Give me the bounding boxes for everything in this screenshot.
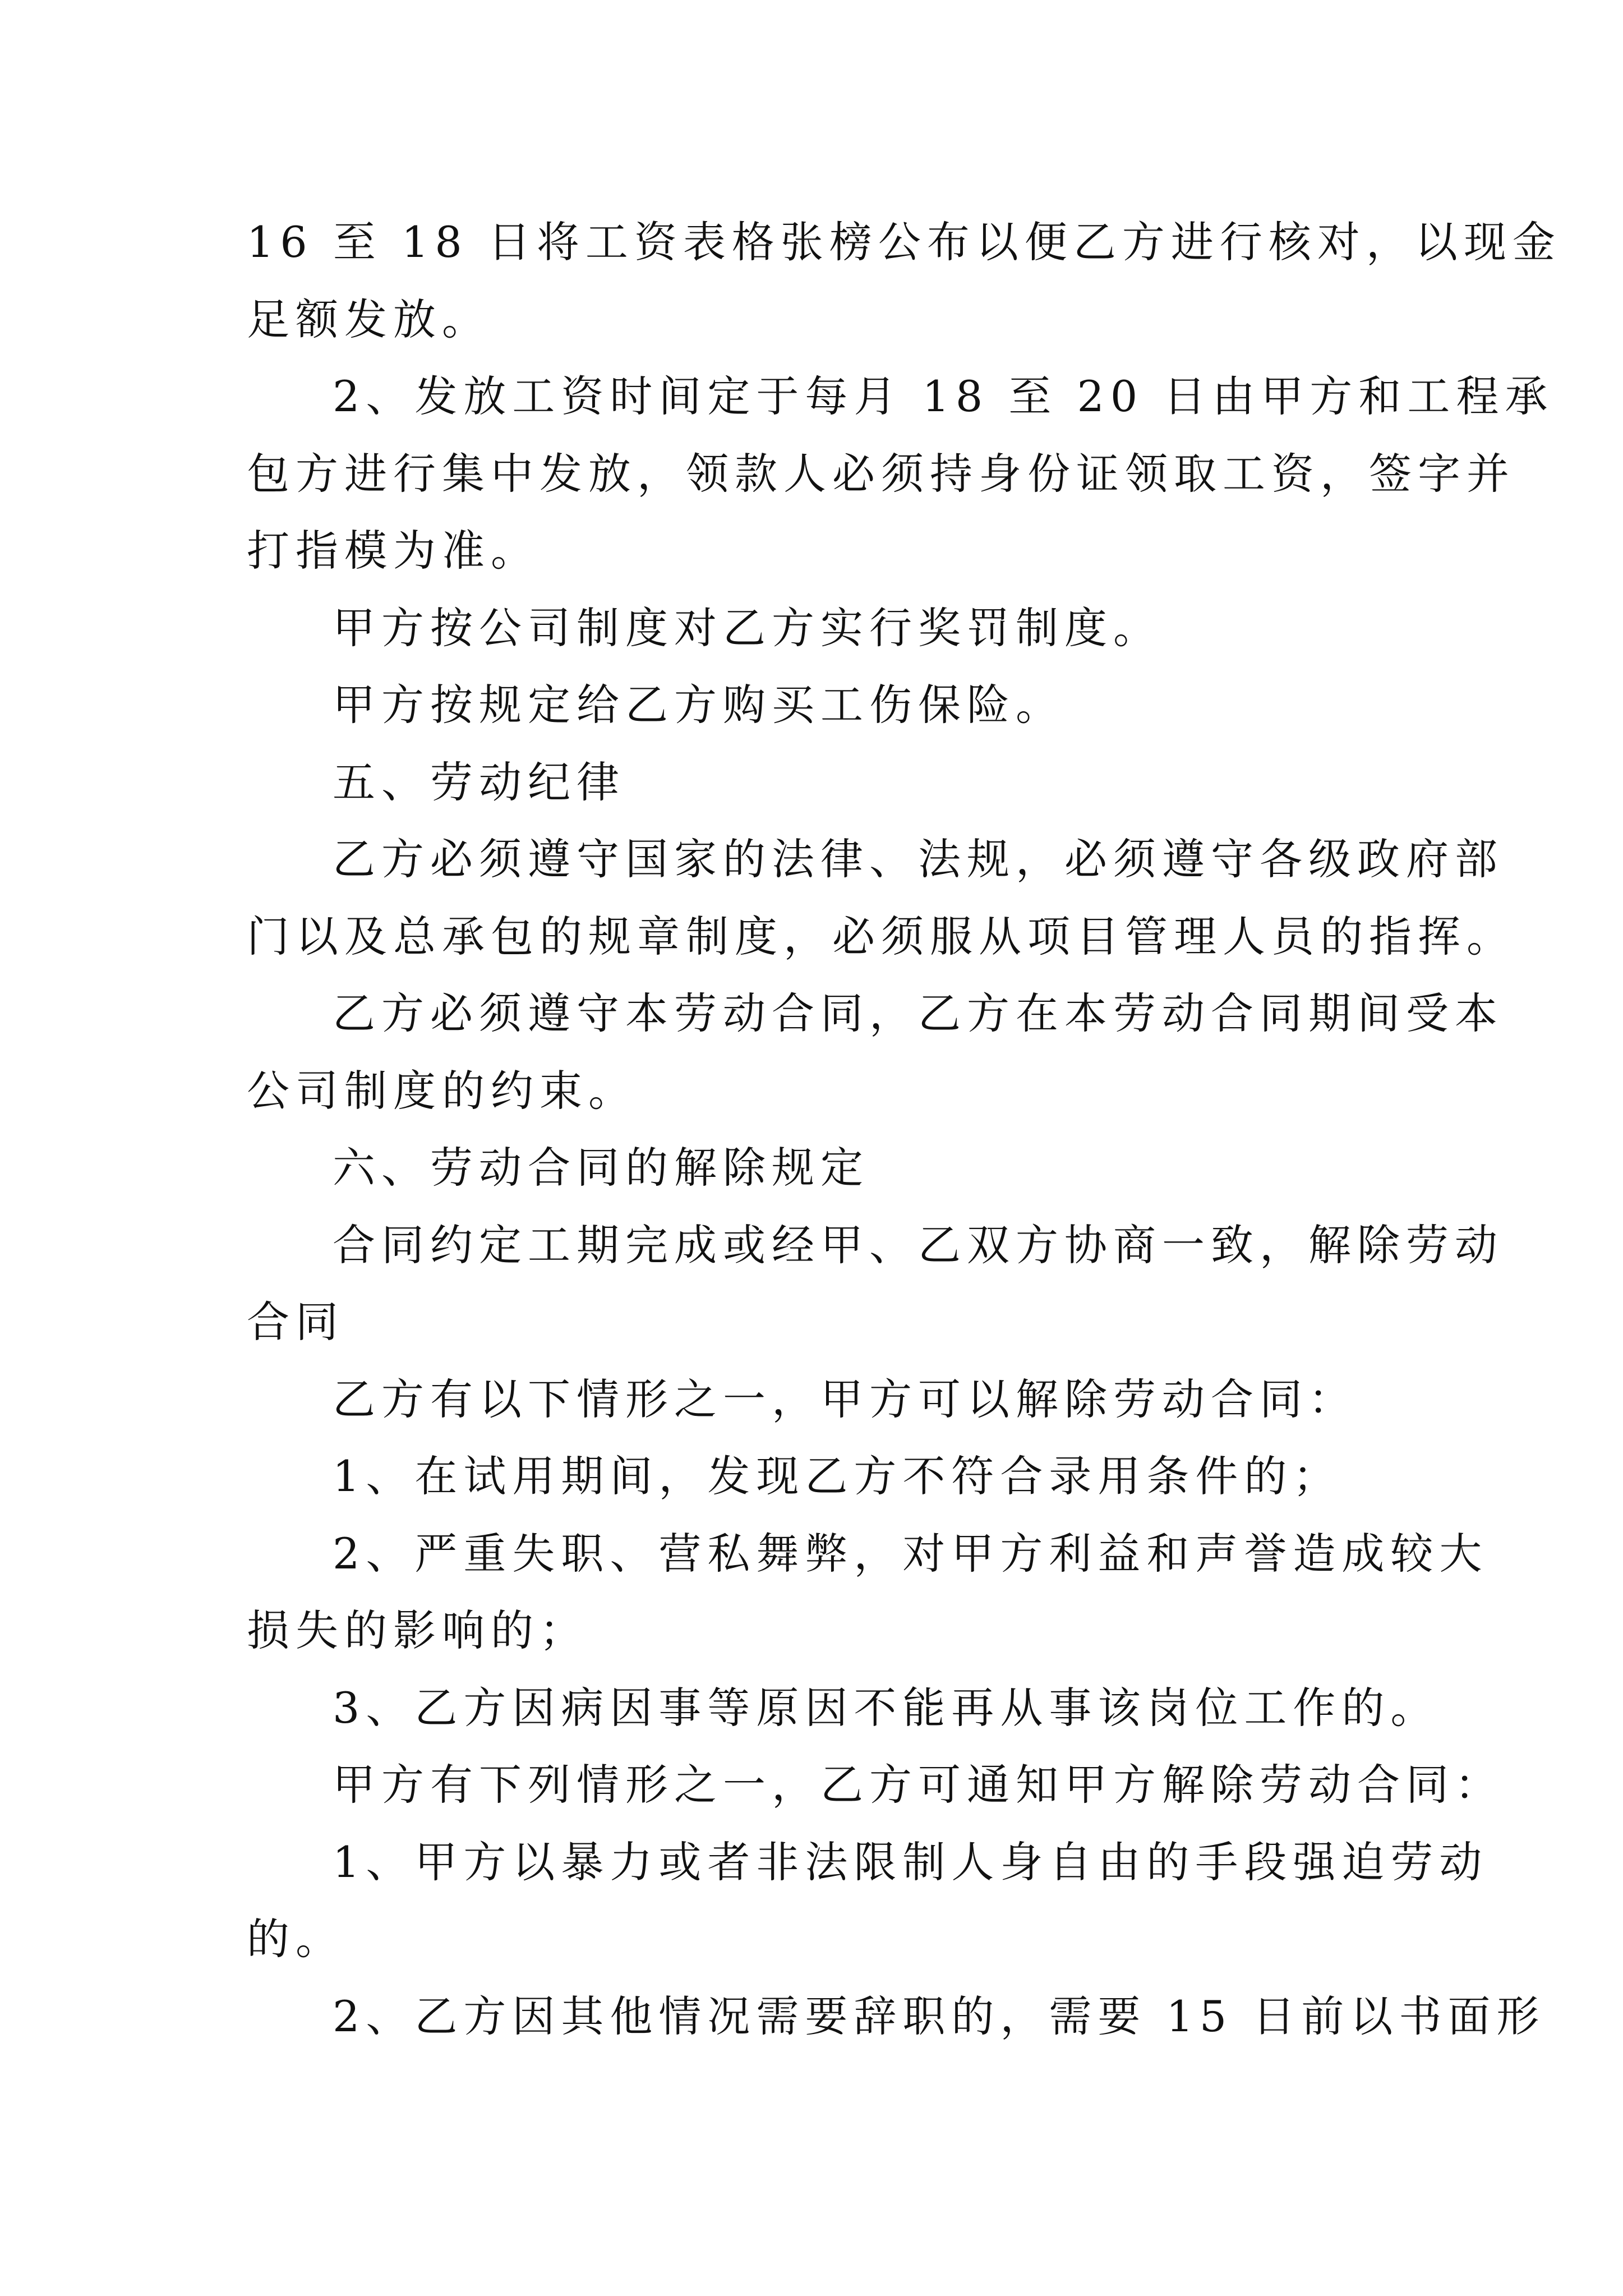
body-line: 甲方按公司制度对乙方实行奖罚制度。 (333, 603, 1162, 653)
list-item: 2、乙方因其他情况需要辞职的，需要 15 日前以书面形 (333, 1991, 1546, 2041)
body-line: 门以及总承包的规章制度，必须服从项目管理人员的指挥。 (247, 912, 1515, 961)
list-item: 3、乙方因病因事等原因不能再从事该岗位工作的。 (333, 1683, 1440, 1733)
body-line: 2、发放工资时间定于每月 18 至 20 日由甲方和工程承 (333, 371, 1554, 421)
body-line: 合同约定工期完成或经甲、乙双方协商一致，解除劳动 (333, 1220, 1504, 1270)
body-line: 乙方必须遵守本劳动合同，乙方在本劳动合同期间受本 (333, 988, 1504, 1038)
body-line: 16 至 18 日将工资表格张榜公布以便乙方进行核对，以现金 (247, 217, 1561, 267)
section-heading: 六、劳动合同的解除规定 (333, 1143, 869, 1193)
body-line: 乙方有以下情形之一，甲方可以解除劳动合同： (333, 1374, 1357, 1424)
list-item: 1、甲方以暴力或者非法限制人身自由的手段强迫劳动 (333, 1837, 1488, 1887)
section-heading: 五、劳动纪律 (333, 757, 625, 807)
body-line: 的。 (247, 1914, 344, 1964)
body-line: 甲方按规定给乙方购买工伤保险。 (333, 680, 1064, 730)
list-item: 2、严重失职、营私舞弊，对甲方利益和声誉造成较大 (333, 1529, 1488, 1579)
body-line: 乙方必须遵守国家的法律、法规，必须遵守各级政府部 (333, 834, 1504, 884)
body-line: 合同 (247, 1297, 344, 1347)
body-line: 公司制度的约束。 (247, 1066, 637, 1116)
list-item: 1、在试用期间，发现乙方不符合录用条件的； (333, 1451, 1342, 1501)
body-line: 损失的影响的； (247, 1605, 588, 1655)
body-line: 甲方有下列情形之一，乙方可通知甲方解除劳动合同： (333, 1760, 1504, 1810)
body-line: 打指模为准。 (247, 526, 540, 576)
body-line: 包方进行集中发放，领款人必须持身份证领取工资，签字并 (247, 449, 1515, 499)
body-line: 足额发放。 (247, 295, 491, 344)
